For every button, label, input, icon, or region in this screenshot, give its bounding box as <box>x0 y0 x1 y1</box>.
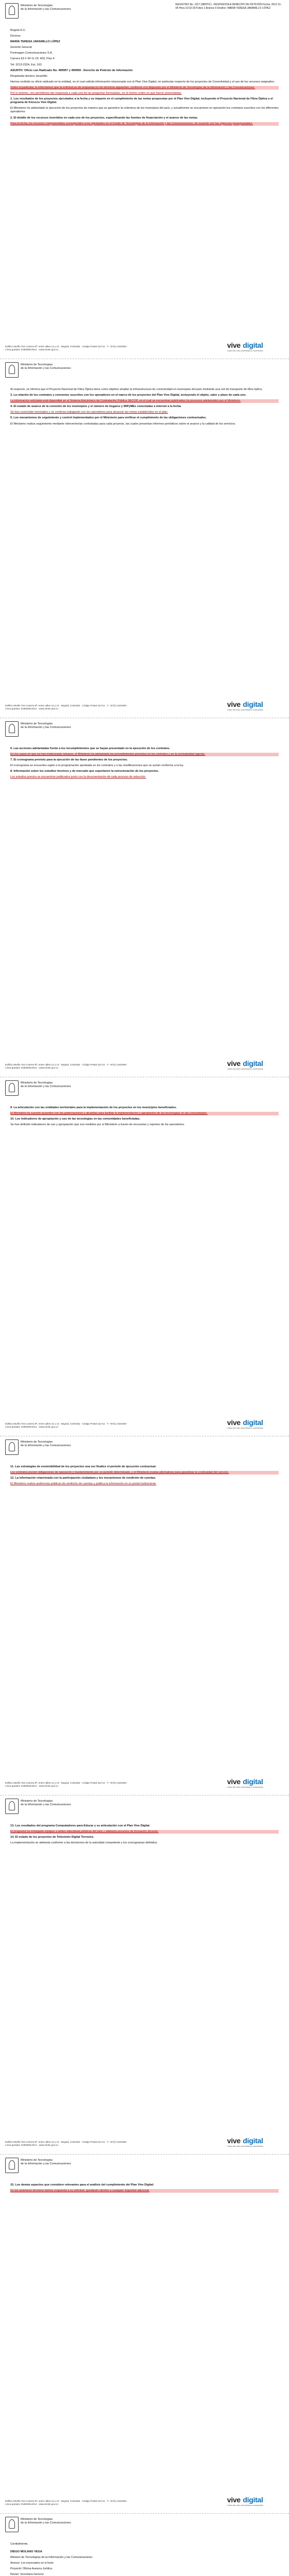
ministry-name: Ministerio de Tecnologías de la Información y las Comunicaciones <box>21 2518 71 2524</box>
question: 1. Los resultados de los proyectos ejecutados a la fecha y su impacto en el cumplimiento de las metas propuestas por el Plan Vive Digital, incluyendo el Proyecto Nacional de Fibra Óptica y el programa de Kioscos Vive Digital. <box>10 97 273 105</box>
answer: El Ministerio realiza seguimiento mediante interventorías contratadas para cada proyecto, las cuales presentan informes periódicos sobre el avance y la calidad de los servicios. <box>10 422 236 426</box>
recipient-company: Preimagen Comunicaciones S.A. <box>10 52 53 55</box>
salutation: Respetada doctora Jaramillo: <box>10 74 48 78</box>
question: 8. Información sobre los estudios técnicos y de mercado que soportaron la estructuración de los proyectos. <box>10 770 159 773</box>
page-header <box>5 721 284 744</box>
question: 2. El detalle de los recursos invertidos en cada uno de los proyectos, especificando las fuentes de financiación y el avance de las metas. <box>10 116 198 120</box>
coat-of-arms-icon <box>5 2158 19 2173</box>
recipient-address: Carrera 63 # 42-11 Of. 403, Piso 4 <box>10 57 55 61</box>
closing: Cordialmente, <box>10 2543 28 2546</box>
recipient-phone: Tel: 3213-2324, Ext. 163 <box>10 63 42 66</box>
question: 13. Los resultados del programa Computadores para Educar y su articulación con el Plan Vive Digital. <box>10 1824 150 1827</box>
page-3 <box>0 718 289 1077</box>
page-body <box>10 1824 279 1847</box>
ministry-name: Ministerio de Tecnologías de la Información y las Comunicaciones <box>21 363 71 370</box>
question: 10. Los indicadores de apropiación y uso de las tecnologías en las comunidades beneficiadas. <box>10 1117 140 1121</box>
page-body <box>10 2543 279 2576</box>
answer: En los casos en que se han evidenciado retrasos, el Ministerio ha adelantado los procedimientos previstos en los contratos y en la normatividad vigente. <box>10 753 279 756</box>
ministry-name: Ministerio de Tecnologías de la Información y las Comunicaciones <box>21 722 71 729</box>
coat-of-arms-icon <box>5 1439 19 1455</box>
paragraph: Hemos recibido su oficio radicado en la entidad, en el cual solicita información relacionada con el Plan Vive Digital, en particular respecto de los proyectos de Conectividad y el uso de los recursos asignados. <box>10 80 275 83</box>
answer: En los anteriores términos damos respuesta a su solicitud, quedando atentos a cualquier inquietud adicional. <box>10 2189 279 2193</box>
ministry-name: Ministerio de Tecnologías de la Información y las Comunicaciones <box>21 1440 71 1447</box>
vive-digital-logo: vive digital Cada día más colombianos conectados <box>227 700 264 711</box>
recipient-title: Doctora <box>10 35 21 38</box>
top-code <box>227 0 240 1</box>
vive-digital-logo: vive digital Cada día más colombianos conectados <box>227 1059 264 1070</box>
ministry-name: Ministerio de Tecnologías de la Información y las Comunicaciones <box>21 4 71 11</box>
paragraph: Por lo anterior, nos permitimos dar respuesta a cada una de las preguntas formuladas, en el mismo orden en que fueron presentadas: <box>10 92 182 95</box>
answer: Para la fecha, los recursos comprometidos corresponden a los aprobados en el Fondo de Tecnologías de la Información y las Comunicaciones, de acuerdo con las vigencias presupuestales. <box>10 122 279 126</box>
page-header <box>5 362 284 385</box>
question: 4. El estado de avance de la conexión de los municipios y el número de hogares y MiPyMEs conectadas a internet a la fecha. <box>10 405 182 409</box>
page-footer <box>5 2137 284 2150</box>
footer-address: Edificio Murillo Toro Carrera 8ª, entre calles 12 y 13 · Bogotá, Colombia · Código Postal 111711 · T: +57(1) 3443460 · Línea gratuita: 018000914014 · www.mintic.gov.co <box>5 1063 128 1069</box>
question: 6. Las acciones adelantadas frente a los incumplimientos que se hayan presentado en la ejecución de los contratos. <box>10 747 170 750</box>
answer: Al respecto, se informa que el Proyecto Nacional de Fibra Óptica tiene como objetivo ampliar la infraestructura de conectividad en municipios del país mediante una red de transporte de fibra óptica. <box>10 388 263 391</box>
footer-address: Edificio Murillo Toro Carrera 8ª, entre calles 12 y 13 · Bogotá, Colombia · Código Postal 111711 · T: +57(1) 3443460 · Línea gratuita: 018000914014 · www.mintic.gov.co <box>5 345 128 351</box>
subject-line: ASUNTO: Oficio con Radicado No. 490957 y 490969 - Derecho de Petición de Información <box>10 69 133 72</box>
page-footer <box>5 1418 284 1432</box>
vive-digital-logo: vive digital Cada día más colombianos conectados <box>227 1418 264 1429</box>
page-header <box>5 1080 284 1103</box>
question: 5. Los mecanismos de seguimiento y control implementados por el Ministerio para verificar el cumplimiento de las obligaciones contractuales. <box>10 416 207 420</box>
page-4 <box>0 1077 289 1436</box>
answer: El programa ha entregado equipos a sedes educativas públicas del país y adelanta procesos de formación docente. <box>10 1830 279 1834</box>
filing-stamp: REGISTRO No. 1317 (MINTIC) - RESPUESTA A DERECHO DE PETICIÓN Fecha: 2012-11-05 Hora 10:32:18 Folios 1 Anexos 0 Destino: MARÍA TERESA JARAMILLO LÓPEZ <box>175 3 282 10</box>
page-1 <box>0 0 289 359</box>
coat-of-arms-icon <box>5 1799 19 1814</box>
page-body <box>10 388 279 428</box>
vive-digital-logo: vive digital Cada día más colombianos conectados <box>227 341 264 352</box>
answer: La información solicitada está disponible en el Sistema Electrónico de Contratación Pública SECOP, en el cual se encuentran publicados los procesos adelantados por el Ministerio. <box>10 399 279 403</box>
ministry-name: Ministerio de Tecnologías de la Información y las Comunicaciones <box>21 2159 71 2165</box>
page-body <box>10 29 279 128</box>
recipient-role: Gerente General <box>10 46 32 49</box>
date-line: Bogotá D.C. <box>10 29 26 32</box>
question: 9. La articulación con las entidades territoriales para la implementación de los proyectos en los municipios beneficiados. <box>10 1106 177 1109</box>
page-6 <box>0 1795 289 2155</box>
page-body <box>10 1465 279 1488</box>
answer: Los contratos prevén obligaciones de operación y mantenimiento por un periodo determinado, y el Ministerio evalúa alternativas para garantizar la continuidad del servicio. <box>10 1471 279 1475</box>
answer: Se han conectado municipios y se continúa trabajando con los operadores para alcanzar las metas establecidas en el plan. <box>10 411 168 414</box>
page-header <box>5 2158 284 2180</box>
page-header <box>5 1799 284 1821</box>
page-footer <box>5 1059 284 1073</box>
coat-of-arms-icon <box>5 1080 19 1096</box>
page-8 <box>0 2514 289 2576</box>
footer-address: Edificio Murillo Toro Carrera 8ª, entre calles 12 y 13 · Bogotá, Colombia · Código Postal 111711 · T: +57(1) 3443460 · Línea gratuita: 018000914014 · www.mintic.gov.co <box>5 1782 128 1787</box>
ministry-name: Ministerio de Tecnologías de la Información y las Comunicaciones <box>21 1800 71 1806</box>
signature-block <box>10 2550 279 2560</box>
paragraph: Sobre el particular, le informamos que la solicitud se da respuesta en los términos siguientes, conforme a lo dispuesto por el Ministerio de Tecnologías de la Información y las Comunicaciones. <box>10 86 279 90</box>
page-body <box>10 1106 279 1129</box>
vive-digital-logo: vive digital Cada día más colombianos conectados <box>227 2137 264 2147</box>
question: 12. La información relacionada con la participación ciudadana y los mecanismos de rendición de cuentas. <box>10 1477 156 1480</box>
page-footer <box>5 700 284 714</box>
answer: El Ministerio realiza audiencias públicas de rendición de cuentas y publica la información en su portal institucional. <box>10 1482 156 1486</box>
page-2 <box>0 359 289 718</box>
question: 11. Las estrategias de sostenibilidad de los proyectos una vez finalice el periodo de ejecución contractual. <box>10 1465 156 1468</box>
signer-title: Ministro de Tecnologías de la Información y las Comunicaciones <box>10 2556 93 2560</box>
page-header <box>5 2517 284 2539</box>
question: 3. La relación de los contratos y convenios suscritos con los operadores en el marco de los proyectos del Plan Vive Digital, incluyendo el objeto, valor y plazo de cada uno. <box>10 394 247 397</box>
page-header <box>5 3 284 26</box>
footer-address: Edificio Murillo Toro Carrera 8ª, entre calles 12 y 13 · Bogotá, Colombia · Código Postal 111711 · T: +57(1) 3443460 · Línea gratuita: 018000914014 · www.mintic.gov.co <box>5 2500 128 2505</box>
footer-address: Edificio Murillo Toro Carrera 8ª, entre calles 12 y 13 · Bogotá, Colombia · Código Postal 111711 · T: +57(1) 3443460 · Línea gratuita: 018000914014 · www.mintic.gov.co <box>5 1422 128 1428</box>
question: 7. El cronograma previsto para la ejecución de las fases pendientes de los proyectos. <box>10 758 128 762</box>
answer: Se han definido indicadores de uso y apropiación que son medidos por el Ministerio a través de encuestas y reportes de los operadores. <box>10 1123 185 1127</box>
coat-of-arms-icon <box>5 362 19 378</box>
page-header <box>5 1439 284 1462</box>
answer: El cronograma se encuentra sujeto a la programación aprobada en los contratos y a las modificaciones que se surtan conforme a la ley. <box>10 764 184 768</box>
page-footer <box>5 1777 284 1791</box>
page-footer <box>5 2496 284 2509</box>
coat-of-arms-icon <box>5 2517 19 2532</box>
question: 14. El estado de los proyectos de Televisión Digital Terrestre. <box>10 1836 94 1839</box>
page-7 <box>0 2155 289 2514</box>
ministry-name: Ministerio de Tecnologías de la Información y las Comunicaciones <box>21 1081 71 1088</box>
reviewed-by: Revisó: Secretaría General <box>10 2572 43 2576</box>
answer: El Ministerio ha suscrito acuerdos con las gobernaciones y alcaldías para facilitar la implementación y apropiación de las tecnologías en las comunidades. <box>10 1112 279 1115</box>
page-body <box>10 2183 279 2195</box>
answer: Los estudios previos se encuentran publicados junto con la documentación de cada proceso de selección. <box>10 775 147 779</box>
answer: La implementación se adelanta conforme a las decisiones de la autoridad competente y los cronogramas definidos. <box>10 1841 158 1845</box>
recipient-name: MARÍA TERESA JARAMILLO LÓPEZ <box>10 40 60 44</box>
coat-of-arms-icon <box>5 721 19 737</box>
prepared-by: Proyectó: Oficina Asesora Jurídica <box>10 2567 52 2571</box>
coat-of-arms-icon <box>5 3 19 19</box>
footer-address: Edificio Murillo Toro Carrera 8ª, entre calles 12 y 13 · Bogotá, Colombia · Código Postal 111711 · T: +57(1) 3443460 · Línea gratuita: 018000914014 · www.mintic.gov.co <box>5 704 128 710</box>
page-footer <box>5 341 284 354</box>
page-body <box>10 747 279 782</box>
footer-address: Edificio Murillo Toro Carrera 8ª, entre calles 12 y 13 · Bogotá, Colombia · Código Postal 111711 · T: +57(1) 3443460 · Línea gratuita: 018000914014 · www.mintic.gov.co <box>5 2141 128 2146</box>
signer-name: DIEGO MOLANO VEGA <box>10 2550 42 2554</box>
vive-digital-logo: vive digital Cada día más colombianos conectados <box>227 1777 264 1788</box>
answer: El Ministerio ha adelantado la ejecución de los proyectos de manera que se garantice la cobertura de los municipios del país, y actualmente se encuentran en operación los contratos suscritos con los diferentes operadores. <box>10 107 279 114</box>
question: 15. Los demás aspectos que considere relevantes para el análisis del cumplimiento del Plan Vive Digital. <box>10 2183 154 2187</box>
page-5 <box>0 1436 289 1795</box>
annexes: Anexos: Los enunciados en el texto <box>10 2562 54 2565</box>
vive-digital-logo: vive digital Cada día más colombianos conectados <box>227 2496 264 2506</box>
